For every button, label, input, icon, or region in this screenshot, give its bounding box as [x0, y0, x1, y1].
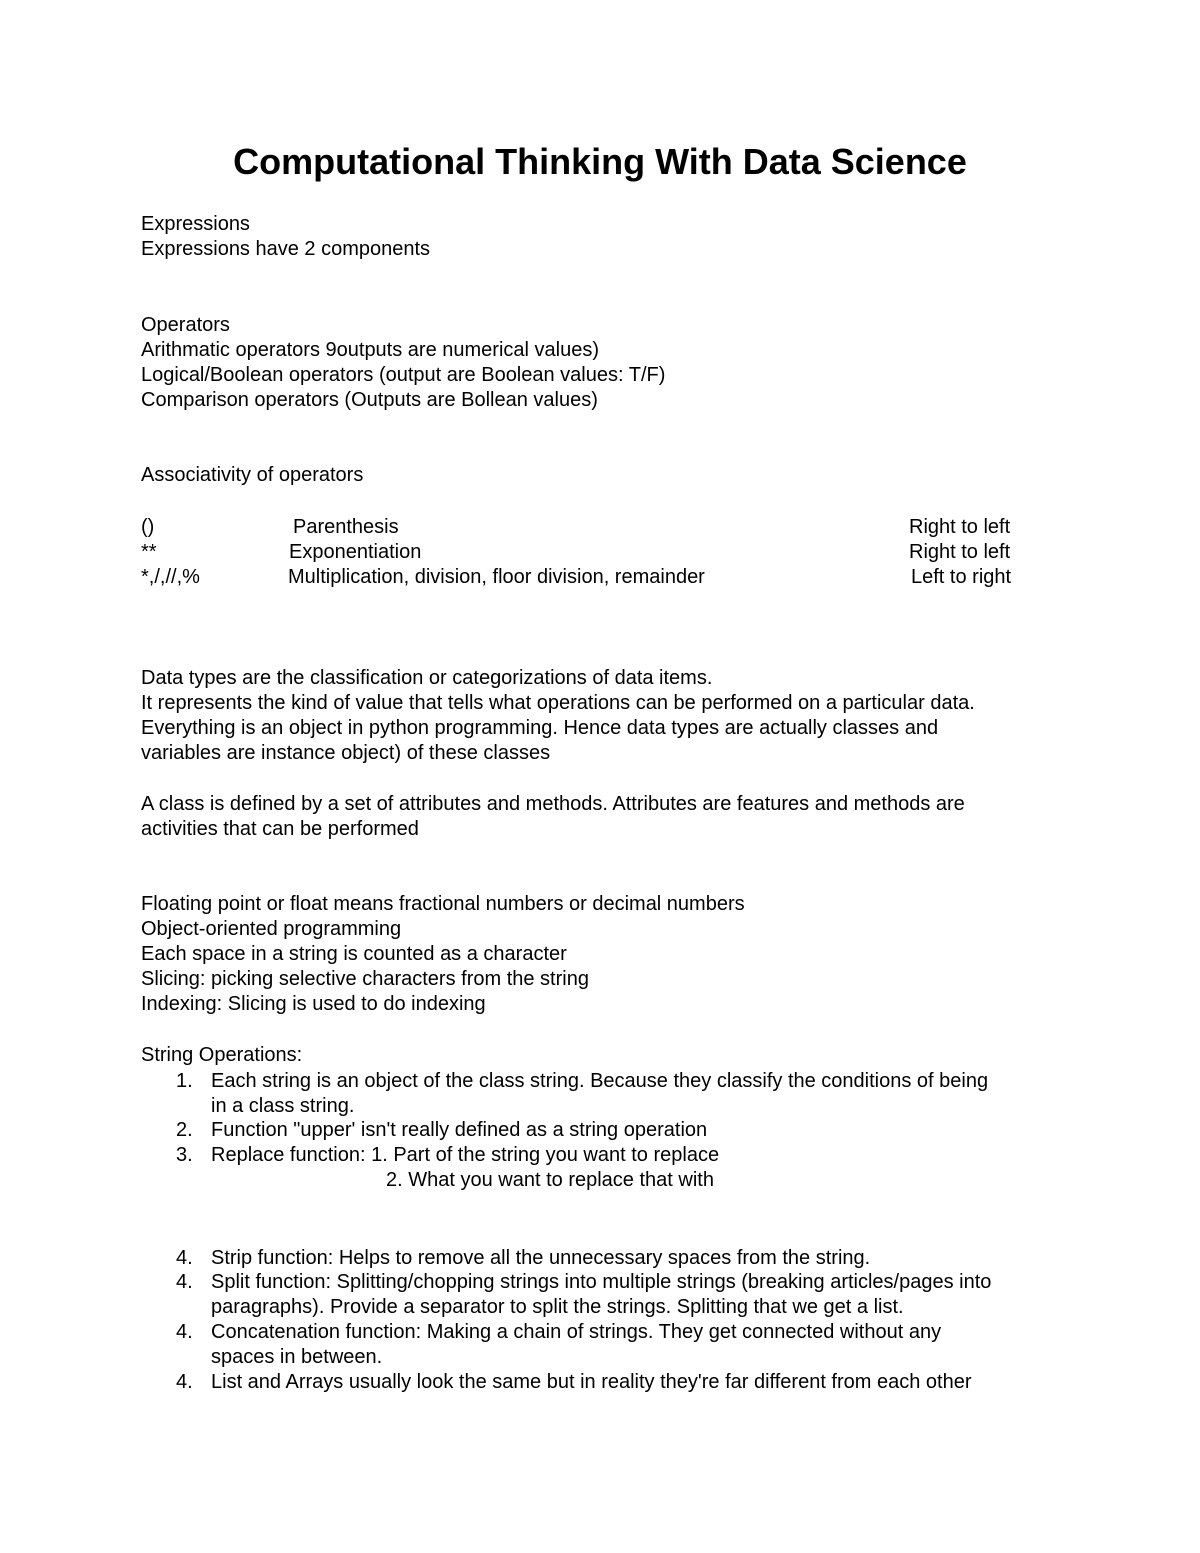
list-item-text: paragraphs). Provide a separator to split the strings. Splitting that we get a list.	[211, 1296, 904, 1318]
list-item-text: in a class string.	[211, 1095, 355, 1117]
operator-name: Multiplication, division, floor division, remainder	[288, 566, 705, 588]
list-item-text: Each string is an object of the class string. Because they classify the conditions of being	[211, 1070, 989, 1092]
misc-line: Each space in a string is counted as a character	[141, 943, 567, 965]
classes-line: A class is defined by a set of attributes and methods. Attributes are features and methods are	[141, 793, 965, 815]
list-item-number: 4.	[176, 1321, 193, 1343]
datatypes-line: variables are instance object) of these classes	[141, 742, 551, 764]
list-item-number: 4.	[176, 1271, 193, 1293]
datatypes-line: It represents the kind of value that tells what operations can be performed on a particular data.	[141, 692, 975, 714]
operators-line: Arithmatic operators 9outputs are numerical values)	[141, 339, 599, 361]
operator-direction: Left to right	[911, 566, 1012, 588]
misc-line: Indexing: Slicing is used to do indexing	[141, 993, 486, 1015]
expressions-text: Expressions have 2 components	[141, 238, 431, 260]
operator-symbol: *,/,//,%	[141, 566, 200, 588]
list-item-text: spaces in between.	[211, 1346, 383, 1368]
operator-name: Exponentiation	[289, 541, 422, 563]
classes-line: activities that can be performed	[141, 818, 419, 840]
misc-line: Object-oriented programming	[141, 918, 402, 940]
list-item-number: 3.	[176, 1144, 193, 1166]
document-title: Computational Thinking With Data Science	[233, 141, 967, 182]
misc-line: Floating point or float means fractional numbers or decimal numbers	[141, 893, 745, 915]
list-item-number: 4.	[176, 1247, 193, 1269]
string-ops-heading: String Operations:	[141, 1044, 303, 1066]
operator-symbol: **	[141, 541, 157, 563]
datatypes-line: Everything is an object in python programming. Hence data types are actually classes and	[141, 717, 939, 739]
list-item-number: 4.	[176, 1371, 193, 1393]
list-item-subtext: 2. What you want to replace that with	[386, 1169, 714, 1191]
misc-line: Slicing: picking selective characters from the string	[141, 968, 589, 990]
operators-line: Logical/Boolean operators (output are Boolean values: T/F)	[141, 364, 666, 386]
list-item-text: Function "upper' isn't really defined as a string operation	[211, 1119, 708, 1141]
operator-direction: Right to left	[909, 516, 1011, 538]
list-item-text: Concatenation function: Making a chain of strings. They get connected without any	[211, 1321, 942, 1343]
associativity-heading: Associativity of operators	[141, 464, 364, 486]
operator-direction: Right to left	[909, 541, 1011, 563]
operators-line: Comparison operators (Outputs are Bollean values)	[141, 389, 598, 411]
datatypes-line: Data types are the classification or categorizations of data items.	[141, 667, 713, 689]
list-item-text: List and Arrays usually look the same but in reality they're far different from each other	[211, 1371, 972, 1393]
list-item-number: 2.	[176, 1119, 193, 1141]
operators-heading: Operators	[141, 314, 230, 336]
list-item-text: Strip function: Helps to remove all the unnecessary spaces from the string.	[211, 1247, 871, 1269]
list-item-text: Replace function: 1. Part of the string you want to replace	[211, 1144, 720, 1166]
expressions-heading: Expressions	[141, 213, 250, 235]
operator-name: Parenthesis	[293, 516, 399, 538]
list-item-text: Split function: Splitting/chopping strings into multiple strings (breaking articles/pages into	[211, 1271, 992, 1293]
list-item-number: 1.	[176, 1070, 193, 1092]
operator-symbol: ()	[141, 516, 155, 538]
